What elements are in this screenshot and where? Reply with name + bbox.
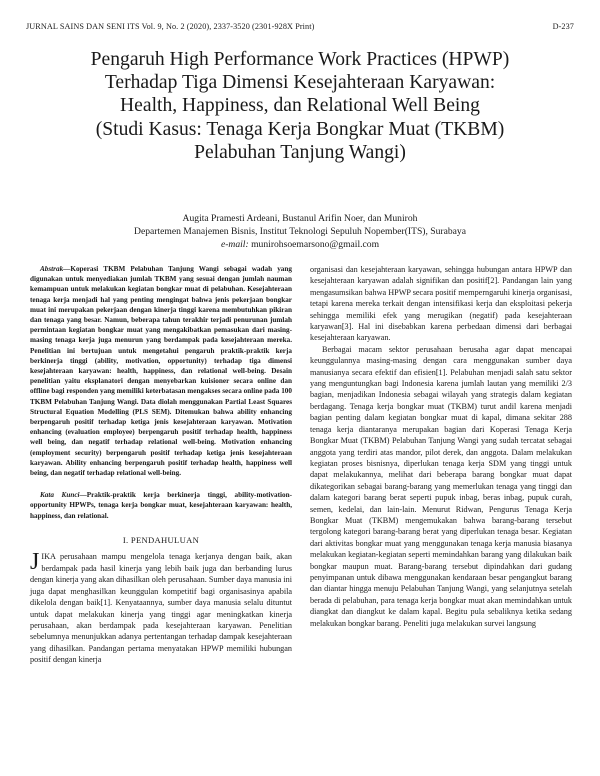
running-header: [26, 22, 574, 34]
keywords-text: —Praktik-praktik kerja berkinerja tinggi, ability-motivation-opportunity HPWPs, tenaga kerja bongkar muat, kesejahteraan karyawan: health, happiness, dan relational.: [30, 491, 292, 520]
keywords: [30, 490, 292, 521]
drop-cap: J: [30, 549, 40, 576]
abstract-lead: Abstrak: [40, 265, 64, 273]
keywords-lead: Kata Kunci: [40, 491, 80, 500]
left-column: [30, 264, 292, 666]
email-label: e-mail:: [220, 239, 249, 250]
intro-paragraph: [30, 551, 292, 665]
abstract: [30, 264, 292, 478]
intro-text: IKA perusahaan mampu mengelola tenaga kerjanya dengan baik, akan berdampak pada hasil kinerja yang lebih baik juga dan berbanding lurus dengan kinerja yang akan dihasilkan oleh perusahaan. Sumber daya manusia ini juga dapat menghasilkan keunggulan kompetitif bagi organisasinya apabila dikelola dengan baik[1]. Kenyataannya, sumber daya manusia selalu dituntut untuk dapat melakukan kinerja yang tinggi agar meningkatkan kinerja perusahaan, akan berdampak pada kesejahteraan karyawan. Penelitian sebelumnya menunjukkan adanya pertentangan terhadap dampak kesejahteraan yang dihasilkan. Pandangan pertama menyatakan HPWP memiliki hubungan positif dengan kinerja: [30, 552, 292, 665]
title-line: (Studi Kasus: Tenaga Kerja Bongkar Muat (TKBM): [95, 118, 505, 140]
abstract-text: —Koperasi TKBM Pelabuhan Tanjung Wangi sebagai wadah yang digunakan untuk menyediakan jumlah TKBM yang sesuai dengan jumlah nauman kemampuan untuk melakukan kegiatan bongkar muat di pelabuhan. Kesejahteraan tenaga kerja menjadi hal yang penting mengingat bahwa jenis pekerjaan bongkar muat ini merupakan pekerjaan dengan kinerja tinggi karena membutuhkan pikiran dan tenaga yang besar. Namun, beberapa tahun terakhir terjadi penurunan jumlah permintaan kegiatan bongkar muat yang mengakibatkan pemasukan dari masing-masing tenaga kerja juga menurun yang berdampak pada kesejahteraan mereka. Penelitian ini bertujuan untuk mengetahui pengaruh praktik-praktik kerja berkinerja tinggi (ability, motivation, opportunity) terhadap tiga dimensi kesejahteraan karyawan: health, happiness, dan relational well-being. Desain penelitian yaitu eksplanatori dengan menyebarkan kuisioner secara online dan offline bagi responden yang memiliki keterbatasan mengakses secara online pada 100 TKBM Pelabuhan Tanjung Wangi. Data diolah menggunakan Partial Least Squares Structural Equation Modelling (PLS SEM). Ditemukan bahwa ability enhancing berpengaruh positif terhadap ketiga jenis kesejahteraan karyawan. Motivation enhancing (evaluation employee) berpengaruh positif terhadap health, happiness well being, dan negatif terhadap relational well-being. Motivation enhancing (employment security) berpengaruh positif terhadap ketiga jenis kesejahteraan karyawan. Ability enhancing berpengaruh positif terhadap health, happiness well being, dan negatif terhadap relational well-being.: [30, 265, 292, 478]
title-line: Terhadap Tiga Dimensi Kesejahteraan Karyawan:: [104, 72, 496, 94]
title-line: Health, Happiness, dan Relational Well Being: [120, 95, 480, 117]
author-email-line: [20, 238, 580, 251]
author-affiliation: Departemen Manajemen Bisnis, Institut Teknologi Sepuluh Nopember(ITS), Surabaya: [134, 226, 466, 237]
title-line: Pengaruh High Performance Work Practices (HPWP): [90, 49, 510, 70]
body-paragraph: Berbagai macam sektor perusahaan berusaha agar dapat mencapai keunggulannya masing-masing dengan cara menggunakan sumber daya manusianya secara efektif dan efisien[1]. Pelabuhan menjadi salah satu sektor yang menguntungkan bagi Indonesia karena jumlah lautan yang memiliki 2/3 bagian, menjadikan Indonesia sebagai wilayah yang strategis dalam kegiatan berdagang. Tenaga kerja bongkar muat (TKBM) turut andil karena menjadi bagian penting dalam kegiatan bongkar muat di kapal, dimana sekitar 288 tenaga kerja diantaranya merupakan bagian dari Koperasi Tenaga Kerja Bongkar Muat (TKBM) Pelabuhan Tanjung Wangi yang sudah tercatat sebagai anggota yang terdiri atas mandor, pilot derek, dan anggota. Dalam melakukan kegiatan proses bisnisnya, diperlukan tenaga kerja SDM yang tinggi untuk dapat melakukannya, melihat dari beberapa barang bongkar muat dapat dikategorikan sebagai barang-barang yang memerlukan tenaga yang tinggi dan dalam kategori barang berat seperti pupuk inbag, beras inbag, pupuk curah, semen, kedelai, dan lain-lain. Menurut Ridwan, Pengurus Tenaga Kerja Bongkar Muat (TKBM) mengemukakan bahwa barang-barang tersebut tergolong kategori barang-barang berat yang diperlukan tenaga besar. Kegiatan dari aktivitas bongkar muat yang menggunakan tenaga kerja manusia biasanya melakukan kegiatan-kegiatan seperti memindahkan barang yang dilakukan baik bongkar maupun muat. Barang-barang tersebut dipindahkan dari gudang penyimpanan untuk dibawa menggunakan kendaraan besar pengangkut barang dan diantar hingga menuju Pelabuhan Tanjung Wangi, yang selanjutnya setelah berada di pelabuhan, para tenaga kerja bongkar muat akan memindahkan untuk diangkat dan diangkut ke dalam kapal. Begitu pula sebaliknya ketika sedang melakukan bongkar barang. Peneliti juga melakukan survei langsung: [310, 344, 572, 628]
author-email: munirohsoemarsono@gmail.com: [251, 239, 380, 250]
author-block: [20, 212, 580, 251]
author-names: Augita Pramesti Ardeani, Bustanul Arifin Noer, dan Muniroh: [182, 213, 418, 224]
title-line: Pelabuhan Tanjung Wangi): [194, 141, 406, 163]
section-heading: I. PENDAHULUAN: [122, 534, 200, 545]
right-column: [310, 264, 572, 629]
paper-title: [20, 48, 580, 164]
body-paragraph: organisasi dan kesejahteraan karyawan, sehingga hubungan antara HPWP dan kesejahteraan karyawan adalah signifikan dan positif[2]. Pandangan lain yang mengasumsikan bahwa HPWP secara positif memperngaruhi kinerja organisasi, tetapi karena mereka terkait dengan intensifikasi kerja dan eksploitasi pekerja sehingga memiliki efek yang merugikan (negatif) pada kesejahteraan karyawan[3]. Hal ini disebabkan karena perbedaan dimensi dari berbagai kesejahteraan karyawan.: [310, 265, 572, 343]
journal-citation: JURNAL SAINS DAN SENI ITS Vol. 9, No. 2 (2020), 2337-3520 (2301-928X Print): [26, 22, 315, 31]
page-number: D-237: [552, 22, 574, 31]
